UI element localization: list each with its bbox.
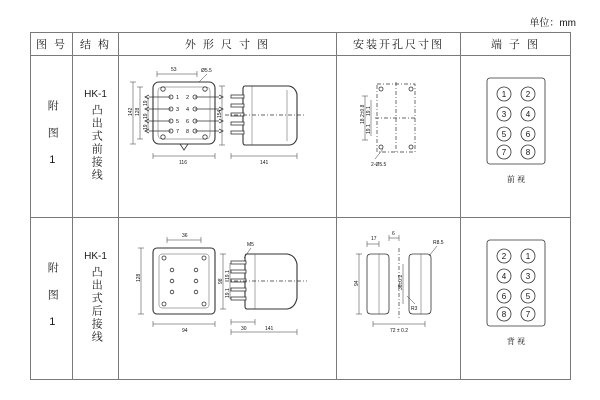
- svg-text:5: 5: [501, 130, 507, 139]
- svg-text:1: 1: [501, 90, 507, 99]
- svg-text:2: 2: [501, 252, 507, 261]
- fig-no-label-1: 附 图 1: [46, 100, 59, 168]
- svg-text:4: 4: [501, 272, 507, 281]
- structure-desc-2: 凸出式后接线: [90, 265, 103, 344]
- mounting-figure-1: [337, 56, 460, 217]
- svg-text:19.1: 19.1: [366, 106, 372, 116]
- cell-structure-1: [73, 56, 119, 218]
- svg-text:19.1: 19.1: [225, 270, 231, 280]
- cell-terminal-1: [461, 56, 571, 218]
- svg-text:4: 4: [186, 107, 190, 113]
- outline-figure-1: [119, 56, 336, 217]
- svg-text:19.1: 19.1: [366, 124, 372, 134]
- svg-text:6: 6: [525, 130, 531, 139]
- svg-text:53: 53: [171, 67, 177, 73]
- table-row: [31, 56, 571, 218]
- header-structure: 结 构: [73, 33, 119, 56]
- table-header-row: [31, 33, 571, 56]
- svg-text:116: 116: [179, 160, 187, 166]
- cell-mounting-1: [337, 56, 461, 218]
- svg-text:8: 8: [186, 129, 190, 135]
- svg-text:7: 7: [176, 129, 180, 135]
- unit-note: 单位：mm: [529, 18, 576, 29]
- header-fig-no: 图 号: [31, 33, 73, 56]
- svg-text:17: 17: [371, 236, 377, 242]
- outline-figure-2: [119, 218, 336, 379]
- svg-text:19.1: 19.1: [225, 288, 231, 298]
- svg-text:94: 94: [182, 328, 188, 334]
- svg-text:8: 8: [501, 310, 507, 319]
- header-terminal: 端 子 图: [461, 33, 571, 56]
- table-row: [31, 218, 571, 380]
- svg-text:6: 6: [501, 292, 507, 301]
- svg-text:5: 5: [525, 292, 531, 301]
- svg-text:94: 94: [354, 280, 360, 286]
- svg-text:3: 3: [501, 110, 507, 119]
- cell-outline-2: [119, 218, 337, 380]
- svg-text:128: 128: [135, 107, 141, 116]
- spec-table: [30, 32, 571, 380]
- svg-text:R3: R3: [411, 306, 418, 312]
- svg-text:19: 19: [143, 124, 149, 130]
- svg-text:2: 2: [186, 95, 190, 101]
- svg-text:8: 8: [525, 148, 531, 157]
- svg-text:128: 128: [136, 273, 142, 282]
- cell-terminal-2: [461, 218, 571, 380]
- svg-text:7: 7: [525, 310, 531, 319]
- header-mounting: 安装开孔尺寸图: [337, 33, 461, 56]
- structure-desc-1: 凸出式前接线: [90, 103, 103, 182]
- svg-text:2: 2: [525, 90, 531, 99]
- svg-text:154: 154: [217, 109, 223, 118]
- svg-text:M5: M5: [247, 242, 254, 248]
- svg-text:141: 141: [265, 326, 274, 332]
- cell-structure-2: [73, 218, 119, 380]
- svg-text:3: 3: [525, 272, 531, 281]
- svg-text:6: 6: [186, 119, 190, 125]
- svg-text:18.2±0.8: 18.2±0.8: [360, 104, 366, 124]
- cell-fig-no-1: [31, 56, 73, 218]
- terminal-figure-1: [461, 56, 570, 217]
- svg-text:3: 3: [176, 107, 180, 113]
- mounting-figure-2: [337, 218, 460, 379]
- terminal-caption-2: 背 视: [506, 337, 526, 346]
- structure-code-2: HK-1: [84, 250, 107, 262]
- svg-text:36: 36: [182, 233, 188, 239]
- svg-text:7: 7: [501, 148, 507, 157]
- svg-text:2-Ø5.5: 2-Ø5.5: [371, 162, 387, 168]
- cell-outline-1: [119, 56, 337, 218]
- svg-text:5: 5: [176, 119, 180, 125]
- svg-text:19: 19: [143, 100, 149, 106]
- svg-text:1: 1: [525, 252, 531, 261]
- cell-mounting-2: [337, 218, 461, 380]
- terminal-figure-2: [461, 218, 570, 379]
- fig-no-label-2: 附 图 1: [46, 262, 59, 330]
- svg-text:R8.5: R8.5: [433, 240, 444, 246]
- svg-text:30: 30: [241, 326, 247, 332]
- svg-text:Ø5.5: Ø5.5: [201, 68, 212, 74]
- svg-text:19: 19: [143, 113, 149, 119]
- terminal-caption-1: 前 视: [506, 175, 526, 184]
- svg-text:141: 141: [260, 160, 269, 166]
- svg-text:6: 6: [392, 231, 395, 237]
- svg-text:72 ± 0.2: 72 ± 0.2: [389, 328, 409, 334]
- header-outline: 外 形 尺 寸 图: [119, 33, 337, 56]
- svg-text:98: 98: [218, 278, 224, 284]
- svg-text:4: 4: [525, 110, 531, 119]
- svg-text:142: 142: [128, 107, 134, 116]
- cell-fig-no-2: [31, 218, 73, 380]
- svg-text:36±0.2: 36±0.2: [398, 274, 404, 290]
- structure-code-1: HK-1: [84, 88, 107, 100]
- svg-text:1: 1: [176, 95, 180, 101]
